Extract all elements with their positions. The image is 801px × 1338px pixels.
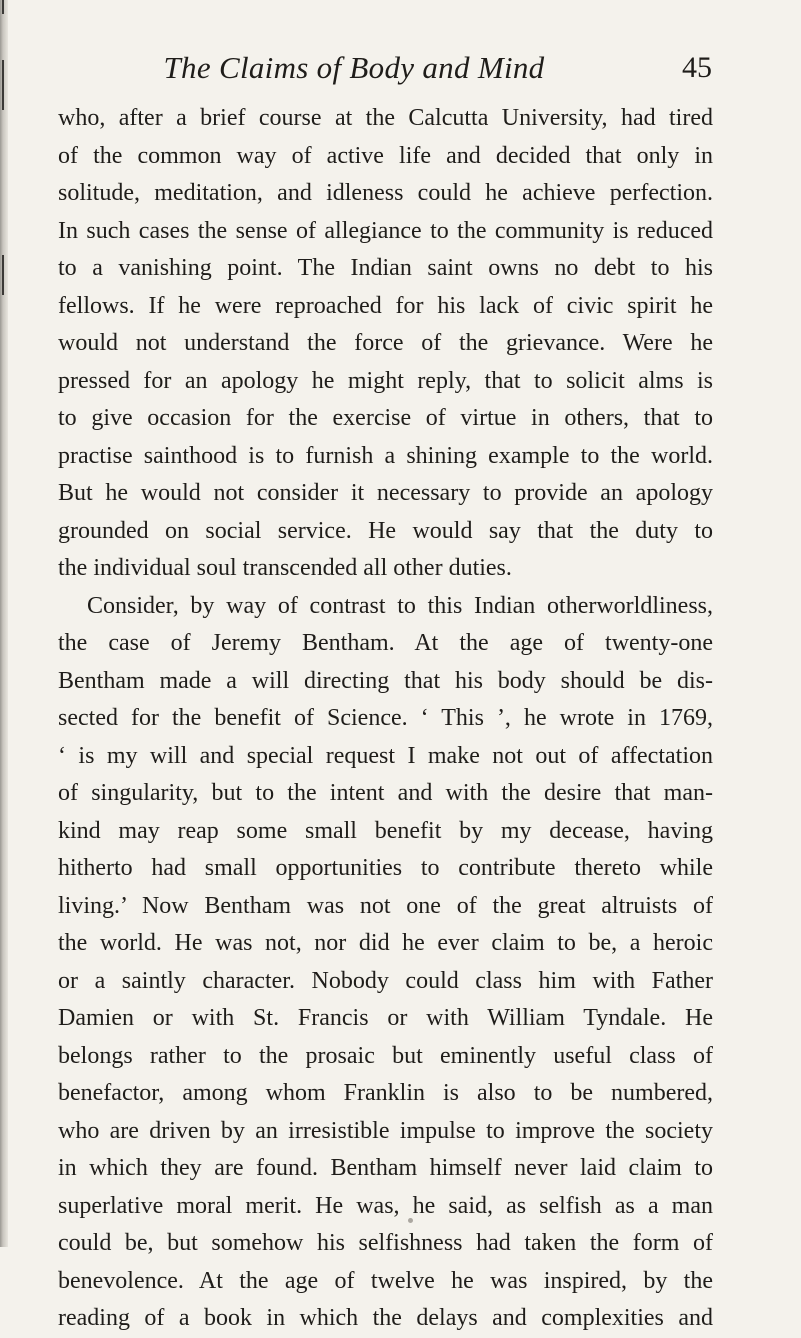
text-line: of singularity, but to the intent and with the desire that man- [58,780,713,806]
text-line: practise sainthood is to furnish a shining example to the world. [58,442,713,469]
text-line: In such cases the sense of allegiance to the community is reduced [58,217,713,244]
text-line: who are driven by an irresistible impulse to improve the society [58,1117,713,1144]
text-line: Damien or with St. Francis or with William Tyndale. He [58,1005,713,1031]
text-line: hitherto had small opportunities to contribute thereto while [58,855,713,881]
text-line: Bentham made a will directing that his body should be dis- [58,667,713,694]
text-line: But he would not consider it necessary to provide an apology [58,480,713,506]
running-title: The Claims of Body and Mind [163,50,545,85]
text-line: living.’ Now Bentham was not one of the great altruists of [58,892,713,919]
text-line: who, after a brief course at the Calcutta University, had tired [58,105,713,131]
text-line: in which they are found. Bentham himself never laid claim to [58,1155,713,1181]
text-line: the case of Jeremy Bentham. At the age of twenty-one [58,630,713,656]
paper-speck [408,1218,413,1223]
text-line: superlative moral merit. He was, he said, as selfish as a man [58,1192,713,1219]
text-line: the individual soul transcended all other duties. [58,555,512,581]
text-line: would not understand the force of the grievance. Were he [58,330,713,356]
text-line: reading of a book in which the delays and complexities and [58,1305,713,1331]
text-line: solitude, meditation, and idleness could he achieve perfection. [58,180,713,206]
text-line: ‘ is my will and special request I make not out of affectation [58,742,713,769]
text-line: fellows. If he were reproached for his lack of civic spirit he [58,292,713,319]
text-line: or a saintly character. Nobody could class him with Father [58,967,713,994]
text-line: belongs rather to the prosaic but eminently useful class of [58,1042,713,1069]
body-text [58,100,713,1338]
text-line: pressed for an apology he might reply, that to solicit alms is [58,367,713,394]
text-line: sected for the benefit of Science. ‘ This ’, he wrote in 1769, [58,705,713,731]
page-binding-edge [0,0,8,1247]
text-line: to a vanishing point. The Indian saint owns no debt to his [58,255,713,281]
text-line: of the common way of active life and decided that only in [58,142,713,169]
text-line: grounded on social service. He would say that the duty to [58,517,713,544]
text-line: to give occasion for the exercise of virtue in others, that to [58,405,713,431]
page-number: 45 [682,51,712,84]
text-line: could be, but somehow his selfishness had taken the form of [58,1230,713,1256]
text-line: kind may reap some small benefit by my decease, having [58,817,713,844]
text-line: benevolence. At the age of twelve he was inspired, by the [58,1267,713,1294]
text-line: the world. He was not, nor did he ever claim to be, a heroic [58,930,713,956]
text-line: Consider, by way of contrast to this Indian otherworldliness, [87,592,713,619]
text-line: benefactor, among whom Franklin is also to be numbered, [58,1080,713,1106]
page-header [56,44,712,92]
